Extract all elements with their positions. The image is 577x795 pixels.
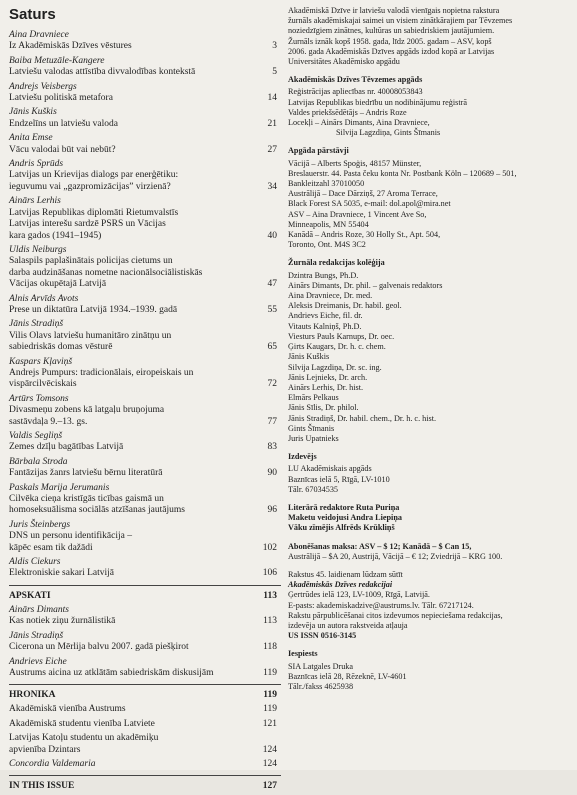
toc-entry (9, 56, 281, 79)
toc-title-line: Latvijas interešu sardzē PSRS un Vācijas (9, 219, 166, 230)
section-heading-label: HRONIKA (9, 690, 56, 701)
section-apskati (9, 590, 281, 679)
table-of-contents (9, 6, 281, 795)
imprint-column (288, 6, 570, 700)
page-number: 40 (267, 230, 277, 241)
toc-author: Aina Dravniece (9, 30, 69, 40)
publisher-info (288, 452, 570, 495)
page-number: 55 (267, 304, 277, 315)
page-number: 124 (262, 758, 277, 769)
imprint-line: 2006. gada Akadēmiskās Dzīves apgāds izdod kopā ar Latvijas (288, 46, 495, 56)
toc-entry (9, 196, 281, 242)
imprint-line: Baznīcas ielā 28, Rēzeknē, LV-4601 (288, 671, 407, 681)
section-heading (9, 590, 281, 602)
imprint-line: Akadēmiskās Dzīves redakcijai (288, 580, 393, 590)
toc-entry (9, 704, 281, 715)
page-number: 3 (272, 41, 277, 52)
toc-author: Aldis Ciekurs (9, 557, 61, 568)
toc-entry (9, 431, 281, 454)
divider (9, 585, 281, 586)
imprint-line: Minneapolis, MN 55404 (288, 219, 369, 229)
imprint-line: Gints Šīmanis (288, 423, 335, 433)
toc-author: Ainārs Lerhis (9, 196, 61, 207)
toc-entry (9, 294, 281, 317)
toc-author: Bārbala Stroda (9, 456, 68, 467)
toc-title-line: darba audzināšanas nometne nacionālsociālistiskās (9, 267, 203, 278)
imprint-line: noziedzīgiem zinātnes, kultūras un sabiedriskiem jautājumiem. (288, 26, 495, 36)
imprint-line: Baznīcas ielā 5, Rīgā, LV-1010 (288, 474, 390, 484)
toc-entry (9, 457, 281, 480)
toc-entry (9, 483, 281, 517)
imprint-line: Jānis Kuškis (288, 352, 330, 362)
page-number: 102 (262, 542, 277, 553)
toc-title-line: DNS un personu identifikācija – (9, 531, 132, 542)
subscription-info (288, 542, 570, 562)
toc-list (9, 30, 281, 580)
toc-entry (9, 319, 281, 353)
imprint-heading: Izdevējs (288, 452, 317, 462)
toc-title-line: vispārcilvēciskais (9, 379, 77, 390)
imprint-line: Aina Dravniece, Dr. med. (288, 291, 373, 301)
imprint-line: US ISSN 0516-3145 (288, 631, 357, 641)
toc-author: Andrejs Veisbergs (9, 81, 77, 92)
section-heading (9, 689, 281, 701)
page-number: 124 (262, 744, 277, 755)
toc-entry (9, 159, 281, 193)
imprint-line: Andrievs Eiche, fil. dr. (288, 311, 363, 321)
page-number: 77 (267, 416, 277, 427)
toc-title-line: Divasmeņu zobens kā latgaļu bruņojuma (9, 405, 165, 416)
page-number: 5 (272, 67, 277, 78)
imprint-line: Ģertrūdes ielā 123, LV-1009, Rīgā, Latvijā. (288, 590, 430, 600)
imprint-line: Aleksis Dreimanis, Dr. habil. geol. (288, 301, 402, 311)
credits (288, 503, 570, 534)
imprint-line: Universitātes Akadēmisko apgādu (288, 57, 400, 67)
toc-title-line: Latvijas Republikas diplomāti Rietumvalstīs (9, 207, 179, 218)
toc-title-line: Latvijas un Krievijas dialogs par enerģētiku: (9, 170, 179, 181)
toc-title-line: Latviešu politiskā metafora (9, 93, 113, 104)
divider (9, 775, 281, 776)
toc-title-line: Cicerona un Mērlija balvu 2007. gadā piešķirot (9, 642, 189, 653)
toc-title-line: Prese un diktatūra Latvijā 1934.–1939. gadā (9, 304, 178, 315)
page-number: 106 (262, 568, 277, 579)
imprint-line: Juris Upatnieks (288, 433, 339, 443)
page-number: 21 (267, 118, 277, 129)
imprint-line: Toronto, Ont. M4S 3C2 (288, 240, 366, 250)
toc-title-line: Vilis Olavs latviešu humanitāro zinātņu un (9, 330, 172, 341)
page-number: 72 (267, 379, 277, 390)
imprint-line: Latvijas Republikas biedrību un nodibinājumu reģistrā (288, 97, 467, 107)
page-number: 118 (263, 642, 277, 653)
section-hronika (9, 689, 281, 770)
toc-title-line: Vācijas okupētajā Latvijā (9, 279, 107, 290)
toc-author: Valdis Segliņš (9, 431, 63, 441)
page-number: 113 (263, 590, 277, 601)
toc-title-line: Endzelīns un latviešu valoda (9, 118, 118, 129)
imprint-line: Jānis Sīlis, Dr. philol. (288, 403, 359, 413)
divider (9, 684, 281, 685)
journal-description (288, 6, 570, 67)
toc-entry (9, 394, 281, 428)
imprint-line: SIA Latgales Druka (288, 661, 354, 671)
printer-info (288, 649, 570, 692)
page-number: 113 (263, 616, 277, 627)
imprint-heading: Žurnāla redakcijas kolēģija (288, 258, 385, 268)
imprint-line: Vāku zīmējis Alfrēds Krūkliņš (288, 523, 395, 533)
toc-entry (9, 520, 281, 554)
toc-entry (9, 82, 281, 105)
imprint-line: izdevēja un autora rakstveida atļauja (288, 620, 408, 630)
imprint-line: Žurnāls iznāk kopš 1958. gada, līdz 2005. gadam – ASV, kopš (288, 36, 492, 46)
page-number: 121 (262, 718, 277, 729)
editorial-board (288, 258, 570, 444)
toc-author: Paskals Marija Jerumanis (9, 482, 110, 493)
imprint-line: Austrālijā – $A 20, Austrijā, Vācijā – € 12; Zviedrijā – KRG 100. (288, 551, 503, 561)
toc-entry (9, 30, 281, 53)
imprint-line: Silvija Lagzdiņa, Dr. sc. ing. (288, 362, 382, 372)
imprint-line: Rakstu pārpublicēšanai citos izdevumos nepieciešama redakcijas, (288, 610, 503, 620)
imprint-line: Abonēšanas maksa: ASV – $ 12; Kanādā – $ Can 15, (288, 541, 472, 551)
imprint-line: Valdes priekšsēdētājs – Andris Roze (288, 107, 407, 117)
toc-title-line: homoseksuālisma sociālās atzīšanas jautājums (9, 505, 185, 516)
imprint-line: Locekļi – Ainārs Dimants, Aina Dravniece, (288, 118, 430, 128)
imprint-line: Bankleitzahl 37010050 (288, 179, 365, 189)
toc-author: Uldis Neiburgs (9, 244, 67, 255)
toc-title-line: kara gados (1941–1945) (9, 230, 102, 241)
toc-title-line: ieguvumu vai „gazpromizācijas” virzienā? (9, 181, 171, 192)
toc-title-line: sabiedriskās domas vēsturē (9, 342, 113, 353)
imprint-line: Tālr./fakss 4625938 (288, 681, 354, 691)
toc-author: Baiba Metuzāle-Kangere (9, 55, 105, 66)
imprint-line: Breslauerstr. 44. Pasta čeku konta Nr. Postbank Köln – 120689 – 501, (288, 168, 517, 178)
page-number: 127 (262, 781, 277, 792)
publisher-society (288, 75, 570, 138)
toc-title-line: Akadēmiskā vienība Austrums (9, 704, 126, 715)
imprint-line: Viesturs Pauls Karnups, Dr. oec. (288, 331, 395, 341)
toc-entry (9, 557, 281, 580)
toc-title-line: Elektroniskie sakari Latvijā (9, 568, 114, 579)
page-number: 83 (267, 442, 277, 453)
toc-author: Alnis Arvīds Avots (9, 293, 79, 304)
page-number: 34 (267, 181, 277, 192)
page-number: 90 (267, 468, 277, 479)
page-number: 119 (263, 690, 277, 701)
toc-author: Anita Emse (9, 133, 53, 144)
imprint-line: Ainārs Dimants, Dr. phil. – galvenais redaktors (288, 280, 443, 290)
imprint-line: Akadēmiskā Dzīve ir latviešu valodā vienīgais nopietna rakstura (288, 6, 500, 15)
toc-title-line: Cilvēka cieņa kristīgās ticības gaismā un (9, 494, 164, 505)
imprint-line: Jānis Stradiņš, Dr. habil. chem., Dr. h. c. hist. (288, 413, 437, 423)
submission-info (288, 570, 570, 641)
toc-author: Concordia Valdemaria (9, 758, 96, 769)
toc-entry (9, 107, 281, 130)
page-number: 119 (263, 704, 277, 715)
toc-title-line: Latvijas Katoļu studentu un akadēmiķu (9, 733, 159, 744)
toc-title-line: Zemes dzīļu bagātības Latvijā (9, 442, 124, 453)
imprint-line: Ģirts Kaugars, Dr. h. c. chem. (288, 342, 386, 352)
toc-entry (9, 245, 281, 291)
page-title: Saturs (9, 6, 56, 23)
toc-author: Jānis Kuškis (9, 107, 57, 118)
imprint-line: Black Forest SA 5035, e-mail: dol.apol@mira.net (288, 199, 451, 209)
toc-title-line: Austrums aicina uz atklātām sabiedriskām diskusijām (9, 667, 214, 678)
imprint-heading: Akadēmiskās Dzīves Tēvzemes apgāds (288, 75, 423, 85)
toc-entry (9, 719, 281, 730)
toc-entry (9, 733, 281, 756)
toc-author: Ainārs Dimants (9, 604, 69, 615)
toc-title-line: Vācu valodai būt vai nebūt? (9, 144, 116, 155)
toc-title-line: sastāvdaļa 9.–13. gs. (9, 416, 88, 427)
toc-title-line: Akadēmiskā studentu vienība Latviete (9, 718, 155, 729)
imprint-line: Austrālijā – Dace Dārziņš, 27 Aroma Terrace, (288, 189, 438, 199)
imprint-line: Literārā redaktore Ruta Puriņa (288, 502, 400, 512)
toc-entry (9, 631, 281, 654)
page-number: 96 (267, 505, 277, 516)
imprint-line: Dzintra Bungs, Ph.D. (288, 270, 359, 280)
toc-title-line: Latviešu valodas attīstība divvalodības kontekstā (9, 67, 196, 78)
section-in-this-issue: IN THIS ISSUE 127 (9, 781, 277, 792)
toc-entry (9, 605, 281, 628)
imprint-heading: Iespiests (288, 649, 318, 659)
toc-entry (9, 759, 281, 770)
page-number: 65 (267, 342, 277, 353)
imprint-line: Silvija Lagzdiņa, Gints Šīmanis (336, 128, 441, 138)
toc-title-line: Iz Akadēmiskās Dzīves vēstures (9, 41, 132, 52)
imprint-line: Maketu veidojusi Andra Liepiņa (288, 513, 402, 523)
toc-title-line: Kas notiek ziņu žurnālistikā (9, 616, 116, 627)
imprint-line: LU Akadēmiskais apgāds (288, 464, 372, 474)
imprint-line: Elmārs Pelkaus (288, 393, 339, 403)
toc-entry (9, 133, 281, 156)
imprint-line: Ainārs Lerhis, Dr. hist. (288, 382, 364, 392)
toc-author: Jānis Stradiņš (9, 630, 64, 641)
page-number: 47 (267, 279, 277, 290)
imprint-line: E-pasts: akademiskadzive@austrums.lv. Tālr. 67217124. (288, 600, 474, 610)
section-heading-label: APSKATI (9, 590, 51, 601)
page-number: 14 (267, 93, 277, 104)
toc-author: Juris Šteinbergs (9, 519, 71, 530)
toc-entry (9, 657, 281, 680)
imprint-line: Vitauts Kalniņš, Ph.D. (288, 321, 362, 331)
imprint-line: žurnāls akadēmiskajai saimei un visiem zinātkārajiem par Tēvzemes (288, 16, 513, 26)
imprint-line: ASV – Aina Dravniece, 1 Vincent Ave So, (288, 209, 427, 219)
imprint-heading: Apgāda pārstāvji (288, 146, 349, 156)
imprint-line: Reģistrācijas apliecības nr. 40008053843 (288, 87, 423, 97)
toc-author: Kaspars Kļaviņš (9, 356, 73, 367)
imprint-line: Tālr. 67034535 (288, 484, 339, 494)
representatives (288, 146, 570, 250)
imprint-line: Kanādā – Andris Roze, 30 Holly St., Apt. 504, (288, 230, 441, 240)
toc-author: Artūrs Tomsons (9, 393, 69, 404)
toc-author: Jānis Stradiņš (9, 319, 64, 330)
toc-title-line: Andrejs Pumpurs: tradicionālais, eiropeiskais un (9, 367, 194, 378)
toc-author: Andrievs Eiche (9, 656, 67, 667)
imprint-line: Vācijā – Alberts Spoģis, 48157 Münster, (288, 158, 422, 168)
imprint-line: Rakstus 45. laidienam lūdzam sūtīt (288, 569, 403, 579)
toc-title-line: apvienība Dzintars (9, 744, 81, 755)
toc-title-line: kāpēc esam tik dažādi (9, 542, 93, 553)
imprint-line: Jānis Lejnieks, Dr. arch. (288, 372, 368, 382)
toc-entry (9, 357, 281, 391)
toc-author: Andris Sprūds (9, 159, 64, 170)
page-number: 119 (263, 667, 277, 678)
page-number: 27 (267, 144, 277, 155)
toc-title-line: Fantāzijas žanrs latviešu bērnu literatūrā (9, 468, 163, 479)
toc-title-line: Salaspils paplašinātais policijas cietums un (9, 256, 173, 267)
